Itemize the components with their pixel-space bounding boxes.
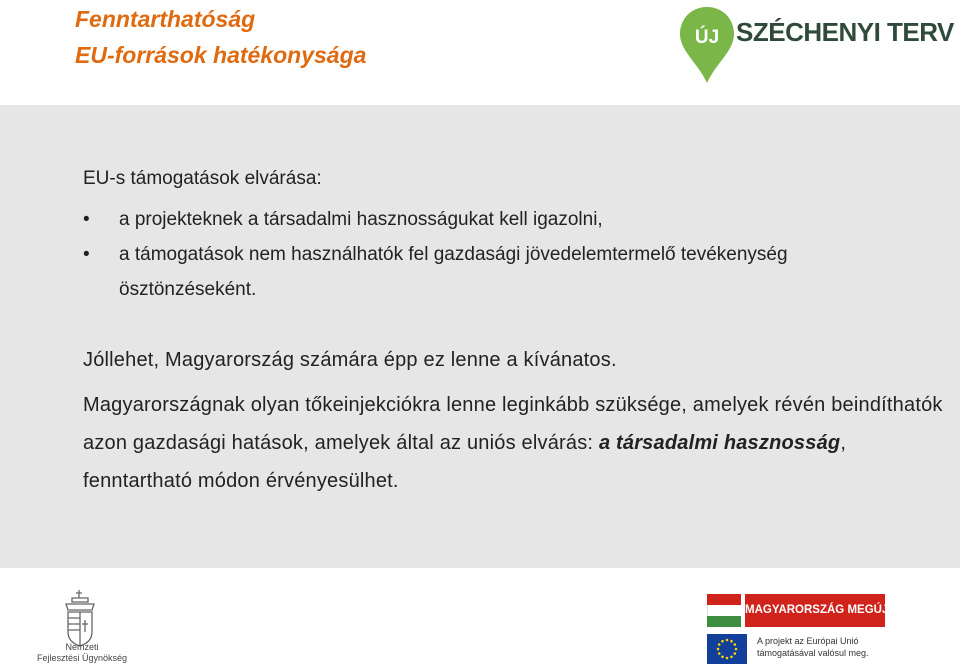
eu-flag-icon bbox=[707, 634, 747, 664]
eu-funding-notice bbox=[707, 630, 957, 666]
title-line-2: EU-források hatékonysága bbox=[75, 42, 367, 68]
logo-text: SZÉCHENYI TERV bbox=[736, 17, 954, 47]
paragraph-2-text: Magyarországnak olyan tőkeinjekciókra lenne leginkább szüksége, amelyek révén beindíthatók azon gazdasági hatások, amelyek által az uniós elvárás: bbox=[83, 394, 943, 454]
magyarorszag-megujul-badge bbox=[707, 594, 904, 627]
bullet-text: a támogatások nem használhatók fel gazdasági jövedelemtermelő tevékenység ösztönzéseként. bbox=[119, 244, 788, 300]
bullet-icon: • bbox=[83, 244, 90, 265]
intro-text: EU-s támogatások elvárása: bbox=[83, 168, 322, 189]
nfu-label bbox=[32, 642, 132, 664]
eu-text bbox=[757, 635, 869, 659]
paragraph-2-emphasis: a társadalmi hasznosság bbox=[598, 432, 841, 454]
paragraph-1: Jóllehet, Magyarország számára épp ez lenne a kívánatos. bbox=[83, 349, 617, 371]
nfu-line-1: Nemzeti bbox=[65, 642, 99, 652]
hungarian-flag-icon bbox=[707, 594, 741, 627]
bullet-text: a projekteknek a társadalmi hasznosságukat kell igazolni, bbox=[119, 209, 603, 230]
szechenyi-terv-logo bbox=[678, 5, 954, 90]
paragraph-2 bbox=[83, 386, 943, 500]
map-pin-icon bbox=[678, 5, 736, 85]
paragraph-2-tail: , fenntartható módon érvényesülhet. bbox=[83, 432, 847, 492]
logo-pin-text: ÚJ bbox=[694, 27, 720, 48]
badge-text: MAGYARORSZÁG MEGÚJUL bbox=[745, 594, 885, 627]
title-line-1: Fenntarthatóság bbox=[75, 6, 256, 32]
list-item bbox=[83, 237, 883, 307]
bullet-list bbox=[83, 202, 883, 307]
bullet-icon: • bbox=[83, 209, 90, 230]
list-item bbox=[83, 202, 883, 237]
eu-line-1: A projekt az Európai Unió bbox=[757, 636, 859, 646]
eu-line-2: támogatásával valósul meg. bbox=[757, 648, 869, 658]
nfu-line-2: Fejlesztési Ügynökség bbox=[36, 653, 128, 663]
slide-title bbox=[75, 1, 366, 73]
